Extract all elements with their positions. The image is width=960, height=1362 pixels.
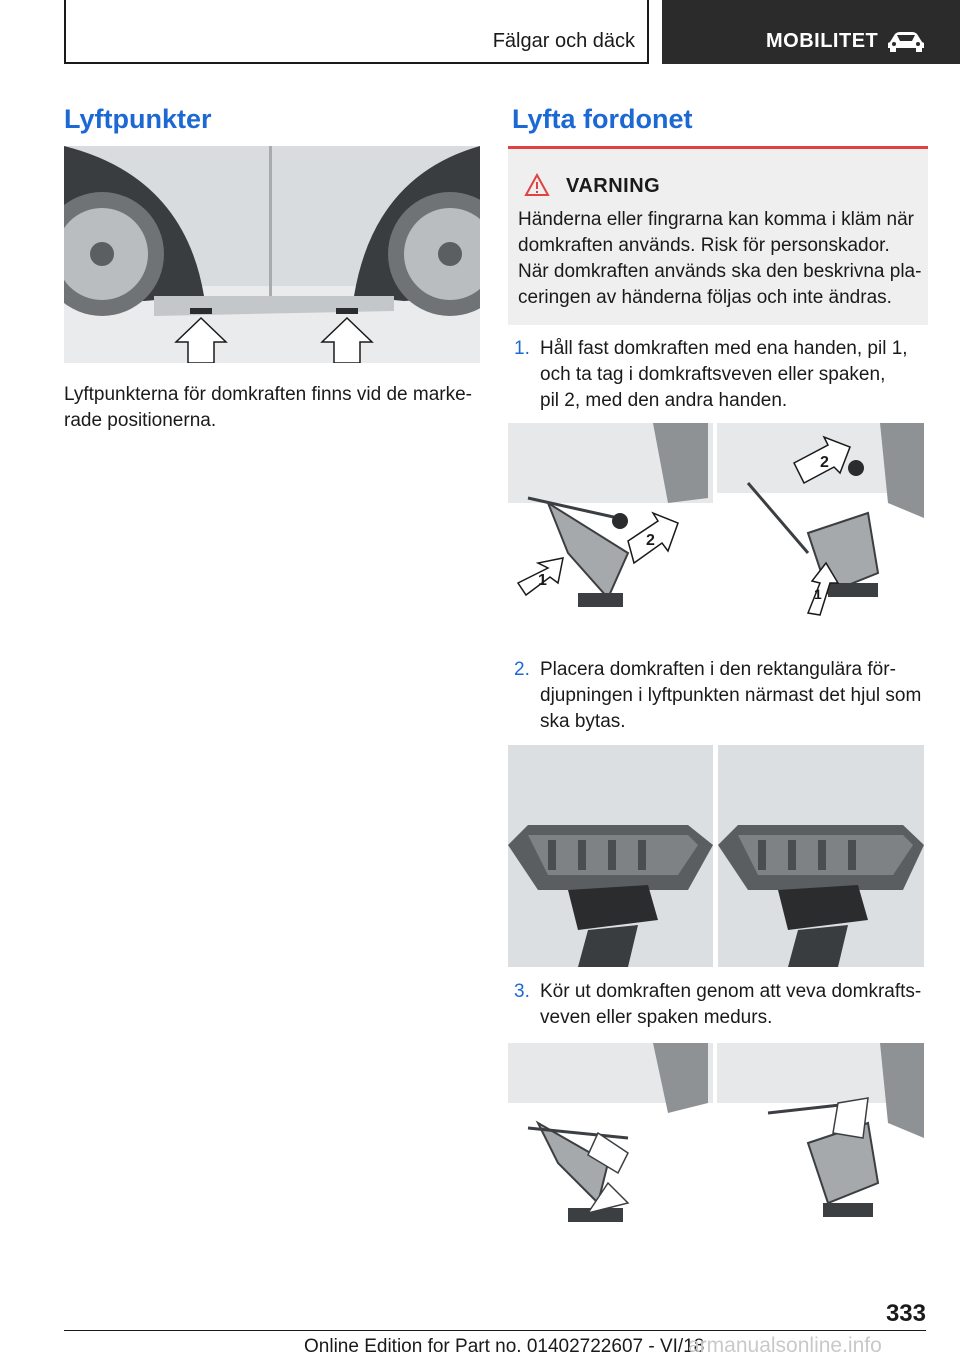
arrow-label: 2 — [646, 532, 655, 549]
right-heading: Lyfta fordonet — [512, 104, 693, 134]
warning-triangle-icon — [524, 173, 550, 197]
step-text: Placera domkraften i den rektangulära för- djupningen i lyftpunkten närmast det hjul som ska bytas. — [540, 659, 922, 732]
warning-title: VARNING — [566, 175, 661, 197]
arrow-label: 1 — [538, 572, 547, 589]
jack-crank-image — [508, 1043, 924, 1226]
step-number: 1. — [514, 338, 530, 359]
left-caption: Lyftpunkterna för domkraften finns vid de marke- rade positionerna. — [64, 384, 472, 431]
arrow-label: 1 — [814, 586, 822, 602]
left-heading: Lyftpunkter — [64, 104, 212, 134]
warning-text: Händerna eller fingrarna kan komma i kläm när domkraften används. Risk för personskador. När domkraften används ska den beskrivna pla- ceringen av händerna följas och inte ändras. — [518, 209, 922, 308]
lifting-points-image — [64, 146, 480, 363]
header-section-box — [64, 0, 649, 64]
footer-divider — [64, 1330, 926, 1331]
car-icon — [886, 30, 926, 52]
section-title: Fälgar och däck — [492, 30, 635, 52]
chapter-title: MOBILITET — [766, 30, 879, 52]
step-text: Kör ut domkraften genom att veva domkrafts- veven eller spaken medurs. — [540, 981, 922, 1028]
watermark: armanualsonline.info — [688, 1334, 882, 1357]
chapter-tab — [662, 0, 960, 64]
warning-box — [508, 146, 928, 325]
step-number: 3. — [514, 981, 530, 1002]
step-text: Håll fast domkraften med ena handen, pil 1, och ta tag i domkraftsveven eller spaken, pil 2, med den andra handen. — [540, 338, 908, 411]
jack-placement-image — [508, 745, 924, 967]
arrow-label: 2 — [820, 454, 829, 471]
edition-text: Online Edition for Part no. 01402722607 - VI/18 — [304, 1336, 705, 1357]
jack-hold-image — [508, 423, 924, 623]
page-number: 333 — [885, 1300, 926, 1327]
step-number: 2. — [514, 659, 530, 680]
